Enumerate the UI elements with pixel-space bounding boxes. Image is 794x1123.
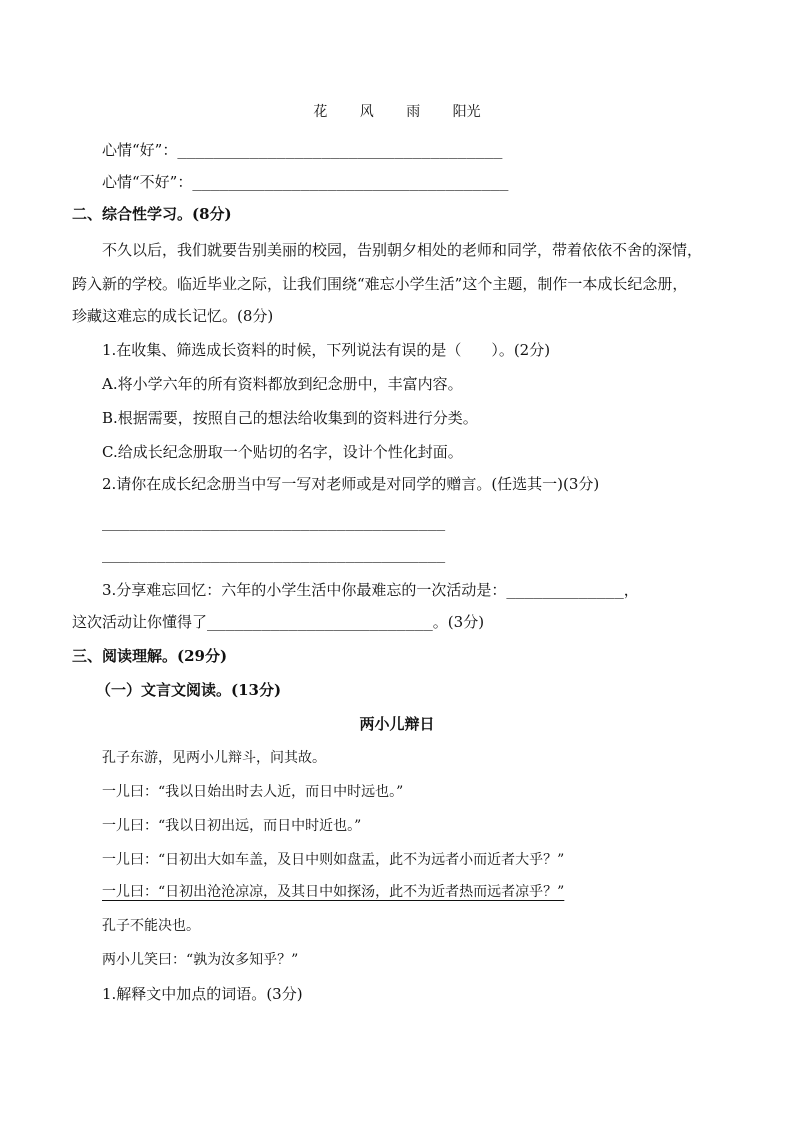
activity-blank[interactable]: _____________， — [506, 581, 639, 599]
mood-bad-line — [102, 172, 508, 192]
mood-good-blank[interactable]: ____________________________________ — [177, 141, 503, 159]
option-a[interactable]: A.将小学六年的所有资料都放到纪念册中，丰富内容。 — [102, 375, 463, 393]
mood-good-label: 心情“好”： — [102, 141, 178, 159]
passage-line-7: 两小儿笑曰：“孰为汝多知乎？” — [102, 952, 299, 968]
passage-line-3: 一儿曰：“我以日初出远，而日中时近也。” — [102, 818, 362, 834]
question-2-3-text: 3.分享难忘回忆：六年的小学生活中你最难忘的一次活动是： — [102, 581, 507, 599]
answer-blank-1[interactable]: ______________________________________ — [102, 513, 446, 531]
question-3-1: 1.解释文中加点的词语。(3分) — [102, 985, 303, 1003]
section2-intro-line-3: 珍藏这难忘的成长记忆。(8分) — [72, 307, 274, 325]
passage-line-1: 孔子东游，见两小儿辩斗，问其故。 — [102, 750, 326, 766]
passage-line-4: 一儿曰：“日初出大如车盖，及日中则如盘盂，此不为远者小而近者大乎？” — [102, 852, 565, 868]
mood-bad-label: 心情“不好”： — [102, 173, 193, 191]
word-list: 花 风 雨 阳光 — [313, 104, 481, 120]
passage-line-5-underlined: 一儿曰：“日初出沧沧凉凉，及其日中如探汤，此不为近者热而远者凉乎？” — [102, 884, 565, 900]
section2-intro-line-2: 跨入新的学校。临近毕业之际，让我们围绕“难忘小学生活”这个主题，制作一本成长纪念册， — [72, 275, 688, 293]
question-2-3-cont-text: 这次活动让你懂得了 — [72, 613, 208, 631]
passage-line-6: 孔子不能决也。 — [102, 918, 200, 934]
section2-title: 二、综合性学习。(8分) — [72, 205, 232, 223]
option-b[interactable]: B.根据需要，按照自己的想法给收集到的资料进行分类。 — [102, 409, 478, 427]
question-2-3-score: 。(3分) — [432, 613, 485, 631]
mood-good-line — [102, 140, 502, 160]
question-2-3-cont — [72, 612, 484, 632]
passage-line-2: 一儿曰：“我以日始出时去人近，而日中时远也。” — [102, 784, 404, 800]
section3-subtitle: （一）文言文阅读。(13分) — [96, 681, 282, 699]
section3-title: 三、阅读理解。(29分) — [72, 647, 228, 665]
question-2-3 — [102, 580, 639, 600]
question-2-1: 1.在收集、筛选成长资料的时候，下列说法有误的是（ ）。(2分) — [102, 341, 551, 359]
lesson-blank[interactable]: _________________________ — [207, 613, 433, 631]
section2-intro-line-1: 不久以后，我们就要告别美丽的校园，告别朝夕相处的老师和同学，带着依依不舍的深情， — [102, 241, 703, 259]
passage-title: 两小儿辩日 — [359, 715, 435, 733]
option-c[interactable]: C.给成长纪念册取一个贴切的名字，设计个性化封面。 — [102, 443, 463, 461]
answer-blank-2[interactable]: ______________________________________ — [102, 545, 446, 563]
question-2-2: 2.请你在成长纪念册当中写一写对老师或是对同学的赠言。(任选其一)(3分) — [102, 475, 600, 493]
mood-bad-blank[interactable]: ___________________________________ — [192, 173, 509, 191]
